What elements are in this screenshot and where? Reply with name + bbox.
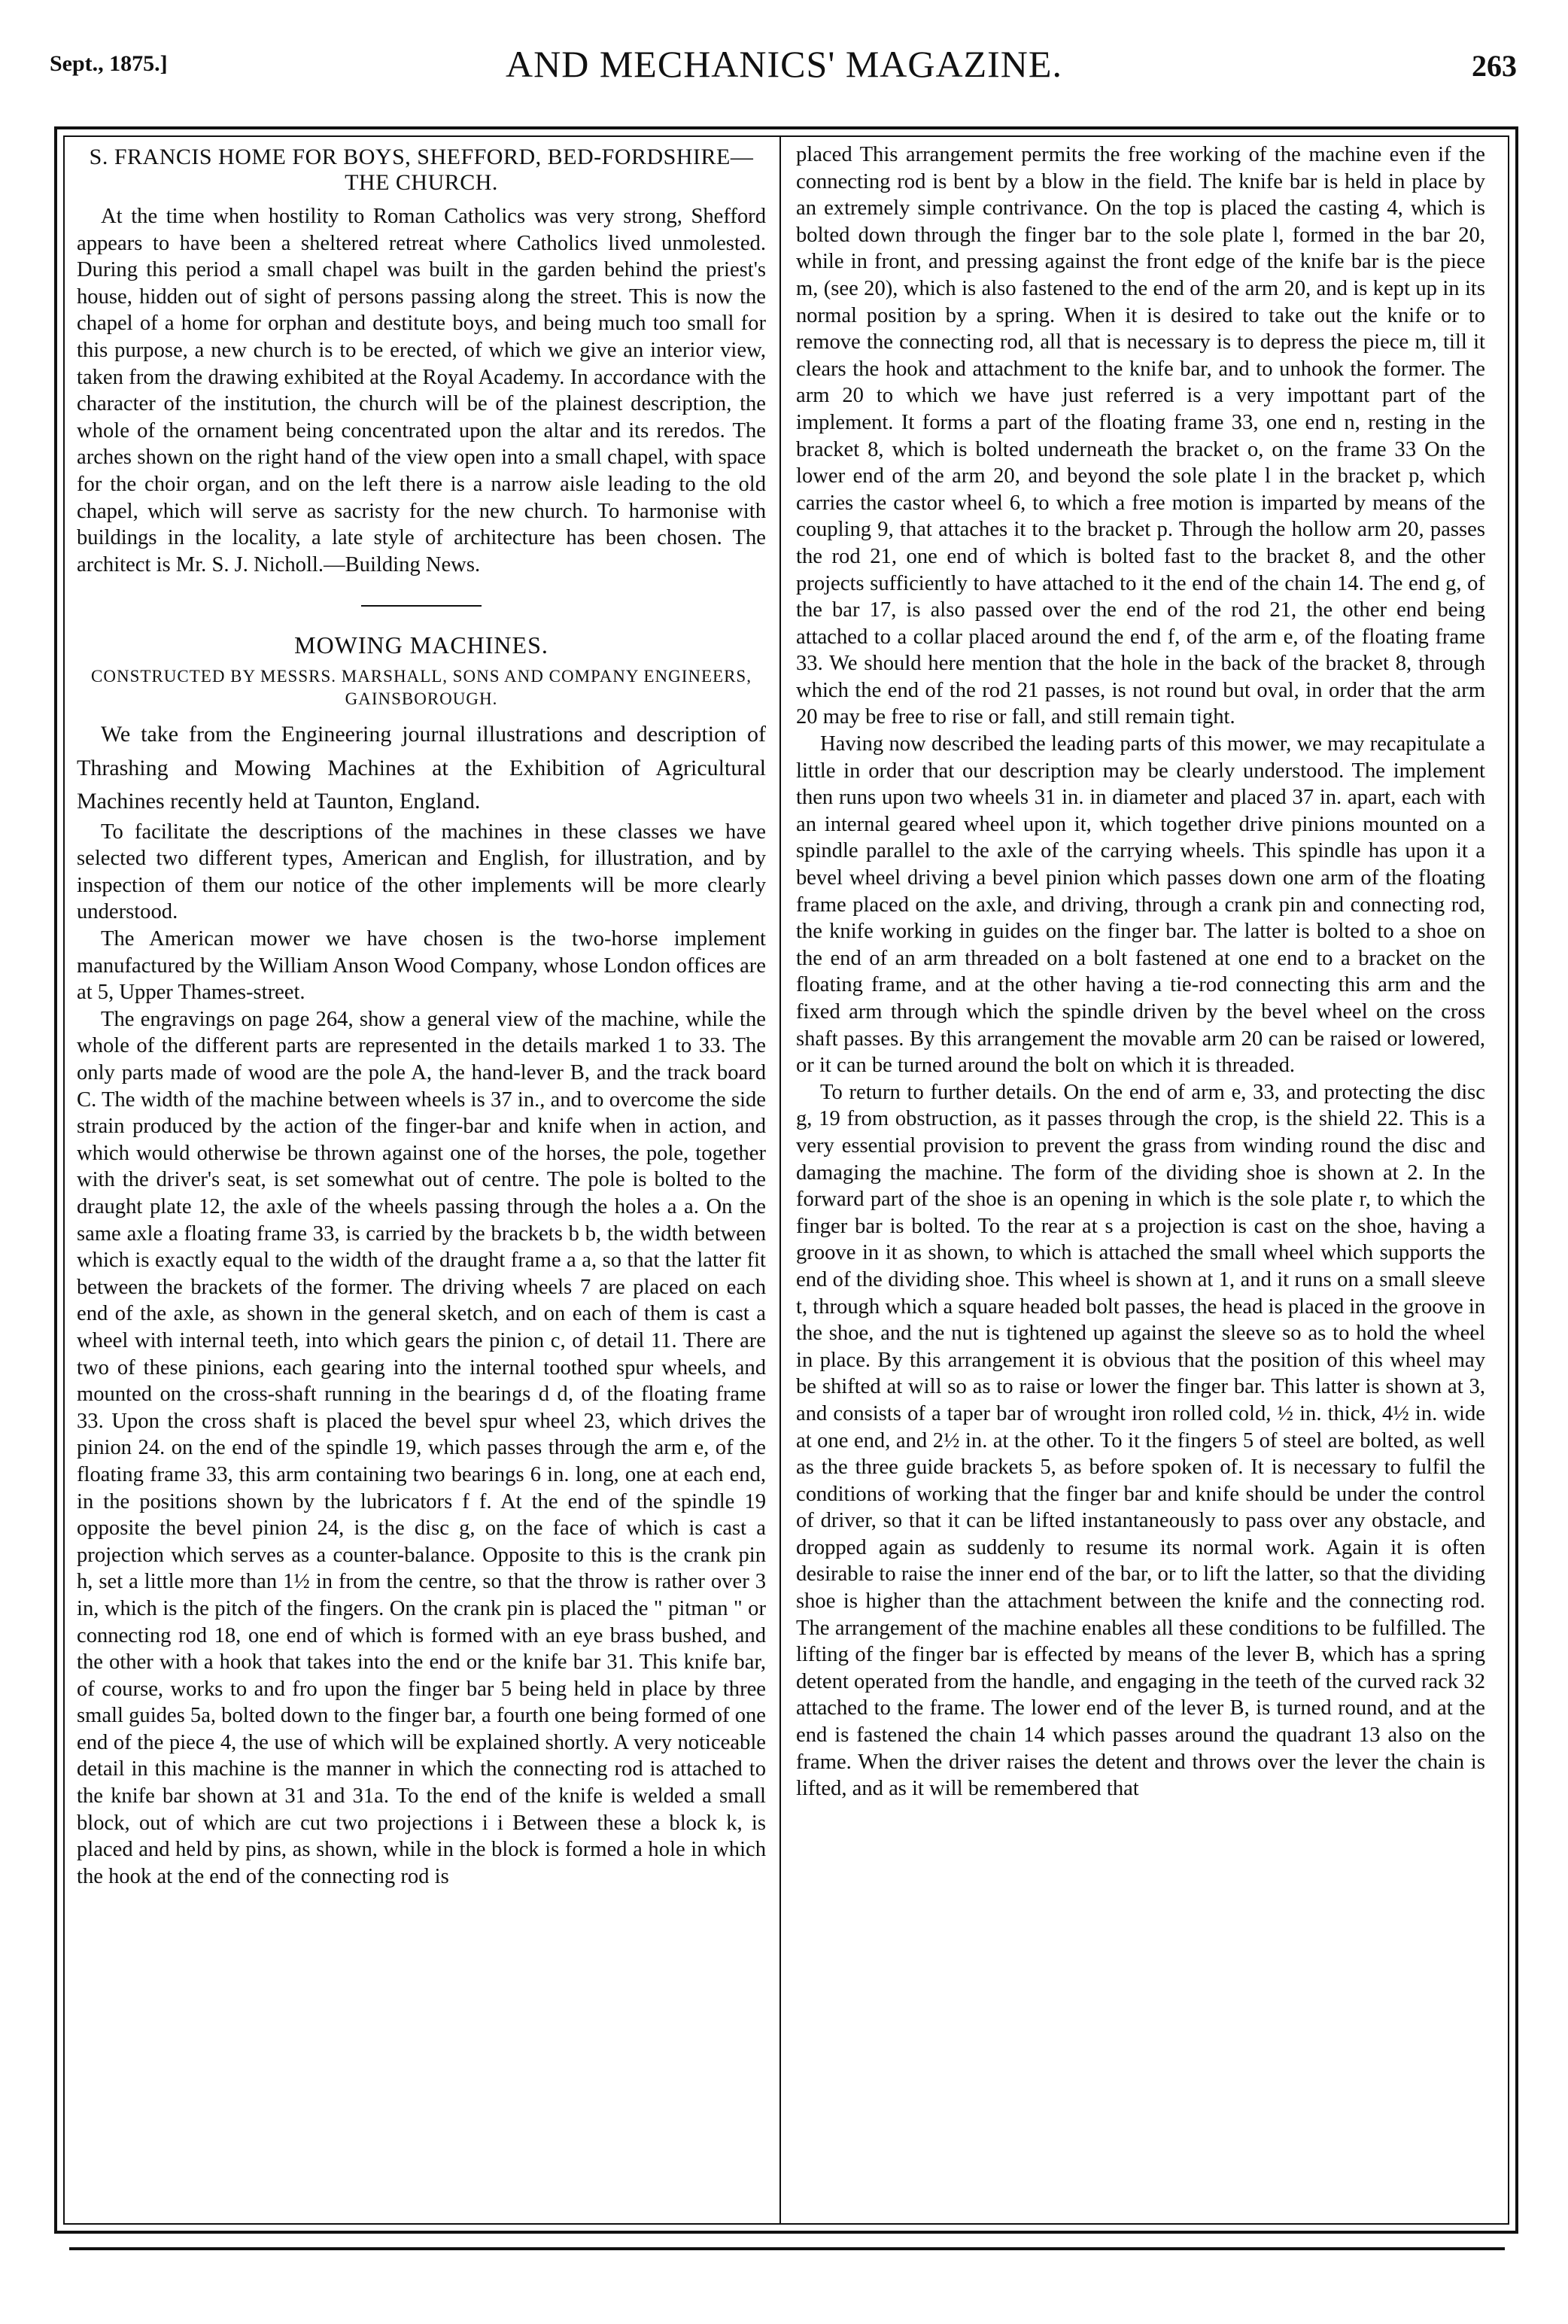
article-paragraph: At the time when hostility to Roman Catholics was very strong, Shefford appears to have been a sheltered retreat where Catholics lived unmolested. During this period a small chapel was built in the garden behind the priest's house, hidden out of sight of persons passing along the street. This is now the chapel of a home for orphan and destitute boys, and being much too small for this purpose, a new church is to be erected, of which we give an interior view, taken from the drawing exhibited at the Royal Academy. In accordance with the character of the institution, the church will be of the plainest description, the whole of the ornament being concentrated upon the altar and its reredos. The arches shown on the right hand of the view open into a small chapel, with space for the choir organ, and on the left there is a narrow aisle leading to the old chapel, which will serve as sacristy for the new church. To harmonise with buildings in the locality, a late style of architecture has been chosen. The architect is Mr. S. J. Nicholl.—Building News. bbox=[77, 205, 766, 576]
article-title-mowing: MOWING MACHINES. bbox=[294, 631, 548, 659]
article-paragraph: To facilitate the descriptions of the machines in these classes we have selected two different types, American and English, for illustration, and by inspection of them our notice of the other implements will be more clearly understood. bbox=[77, 820, 766, 924]
article-paragraph: Having now described the leading parts of this mower, we may recapitulate a little in order that our description may be clearly understood. The implement then runs upon two wheels 31 in. in diameter and placed 37 in. apart, each with an internal geared wheel upon it, which together drive pinions mounted on a spindle parallel to the axle of the carrying wheels. This spindle has upon it a bevel wheel driving a bevel pinion which passes down one arm of the floating frame placed on the axle, and driving, through a crank pin and connecting rod, the knife working in guides on the finger bar. The latter is bolted to a shoe on the end of an arm threaded on a bolt fastened at one end to a bracket on the floating frame, and at the other having a tie-rod connecting this arm and the fixed arm through which the spindle driven by the bevel wheel on the cross shaft passes. By this arrangement the movable arm 20 can be raised or lowered, or it can be turned around the bolt on which it is threaded. bbox=[796, 732, 1485, 1078]
bottom-rule bbox=[69, 2247, 1505, 2250]
article-paragraph: We take from the Engineering journal illustrations and description of Thrashing and Mowing Machines at the Exhibition of Agricultural Machines recently held at Taunton, England. bbox=[77, 721, 766, 814]
article-paragraph: To return to further details. On the end of arm e, 33, and protecting the disc g, 19 from obstruction, as it passes through the crop, is the shield 22. This is a very essential provision to prevent the grass from winding round the disc and damaging the machine. The form of the dividing shoe is shown at 2. In the forward part of the shoe is an opening in which is the sole plate r, to which the finger bar is bolted. To the rear at s a projection is cast on the shoe, having a groove in it as shown, to which is attached the small wheel which supports the end of the dividing shoe. This wheel is shown at 1, and it runs on a small sleeve t, through which a square headed bolt passes, the head is placed in the groove in the shoe, and the nut is tightened up against the sleeve so as to hold the wheel in place. By this arrangement it is obvious that the position of this wheel may be shifted at will so as to raise or lower the finger bar. This latter is shown at 3, and consists of a taper bar of wrought iron rolled cold, ½ in. thick, 4½ in. wide at one end, and 2½ in. at the other. To it the fingers 5 of steel are bolted, as well as the three guide brackets 5, as before spoken of. It is necessary to fulfil the conditions of working that the finger bar and knife should be under the control of driver, so that it can be lifted instantaneously to pass over any obstacle, and dropped again as suddenly to resume its normal work. Again it is often desirable to raise the inner end of the bar, or to lift the latter, so that the dividing shoe is higher than the attachment between the knife and the connecting rod. The arrangement of the machine enables all these conditions to be fulfilled. The lifting of the finger bar is effected by means of the lever B, which has a spring detent operated from the handle, and engaging in the teeth of the curved rack 32 attached to the frame. The lower end of the lever B, is turned round, and at the end is fastened the chain 14 which passes around the quadrant 13 also on the frame. When the driver raises the detent and throws over the lever the chain is lifted, and as it will be remembered that bbox=[796, 1080, 1485, 1801]
issue-date: Sept., 1875.] bbox=[50, 51, 168, 76]
left-column bbox=[77, 141, 766, 1890]
right-column bbox=[796, 141, 1485, 1802]
column-divider bbox=[779, 137, 781, 2223]
article-paragraph: The engravings on page 264, show a general view of the machine, while the whole of the different parts are represented in the details marked 1 to 33. The only parts made of wood are the pole A, the hand-lever B, and the track board C. The width of the machine between wheels is 37 in., and to overcome the side strain produced by the action of the finger-bar and knife when in action, and which would otherwise be thrown against one of the horses, the pole, together with the driver's seat, is set somewhat out of centre. The pole is bolted to the draught plate 12, the axle of the wheels passing through the holes a a. On the same axle a floating frame 33, is carried by the brackets b b, the width between which is exactly equal to the width of the draught frame a a, so that the latter fit between the brackets of the former. The driving wheels 7 are placed on each end of the axle, as shown in the general sketch, and on each of them is cast a wheel with internal teeth, into which gears the pinion c, of detail 11. There are two of these pinions, each gearing into the internal toothed spur wheels, and mounted on the cross-shaft running in the bearings d d, of the floating frame 33. Upon the cross shaft is placed the bevel spur wheel 23, which drives the pinion 24. on the end of the spindle 19, which passes through the arm e, of the floating frame 33, this arm containing two bearings 6 in. long, one at each end, in the positions shown by the lubricators f f. At the end of the spindle 19 opposite the bevel pinion 24, is the disc g, on the face of which is cast a projection which serves as a counter-balance. Opposite to this is the crank pin h, set a little more than 1½ in from the centre, so that the throw is rather over 3 in, which is the pitch of the fingers. On the crank pin is placed the " pitman " or connecting rod 18, one end of which is formed with an eye brass bushed, and the other with a hook that takes into the end or the knife bar 31. This knife bar, of course, works to and fro upon the finger bar 5 being held in place by three small guides 5a, bolted down to the finger bar, a fourth one being formed of one end of the piece 4, the use of which will be explained shortly. A very noticeable detail in this machine is the manner in which the connecting rod is attached to the knife bar shown at 31 and 31a. To the end of the knife is welded a small block, out of which are cut two projections i i Between these a block k, is placed and held by pins, as shown, while in the block is formed a hole in which the hook at the end of the connecting rod is bbox=[77, 1007, 766, 1888]
running-title: AND MECHANICS' MAGAZINE. bbox=[506, 43, 1062, 85]
article-byline: CONSTRUCTED BY MESSRS. MARSHALL, SONS AND COMPANY ENGINEERS, GAINSBOROUGH. bbox=[91, 666, 752, 708]
article-title-shefford: S. FRANCIS HOME FOR BOYS, SHEFFORD, BED-FORDSHIRE—THE CHURCH. bbox=[89, 144, 754, 195]
section-divider bbox=[361, 605, 482, 607]
article-paragraph: placed This arrangement permits the free working of the machine even if the connecting rod is bent by a blow in the field. The knife bar is held in place by an extremely simple contrivance. On the top is placed the casting 4, which is bolted down through the finger bar to the sole plate l, formed in the bar 20, while in front, and pressing against the front edge of the knife bar is the piece m, (see 20), which is also fastened to the end of the arm 20, and is kept up in its normal position by a spring. When it is desired to take out the knife or to remove the connecting rod, all that is necessary is to depress the piece m, till it clears the hook and attachment to the knife bar, and to unhook the former. The arm 20 to which we have just referred is a very impottant part of the implement. It forms a part of the floating frame 33, one end n, resting in the bracket 8, which is bolted underneath the bracket o, on the frame 33 On the lower end of the arm 20, and beyond the sole plate l in the bracket p, which carries the castor wheel 6, to which a free motion is imparted by means of the coupling 9, that attaches it to the bracket p. Through the hollow arm 20, passes the rod 21, one end of which is bolted fast to the bracket 8, and the other projects sufficiently to have attached to it the end of the chain 14. The end g, of the bar 17, is also passed over the end of the rod 21, the other end being attached to a collar placed around the end f, of the arm e, of the floating frame 33. We should here mention that the hole in the back of the bracket 8, through which the end of the rod 21 passes, is not round but oval, in order that the arm 20 may be free to rise or fall, and still remain tight. bbox=[796, 143, 1485, 729]
intro-block bbox=[77, 718, 766, 819]
article-paragraph: The American mower we have chosen is the two-horse implement manufactured by the William Anson Wood Company, whose London offices are at 5, Upper Thames-street. bbox=[77, 927, 766, 1005]
page-number: 263 bbox=[1472, 49, 1517, 83]
